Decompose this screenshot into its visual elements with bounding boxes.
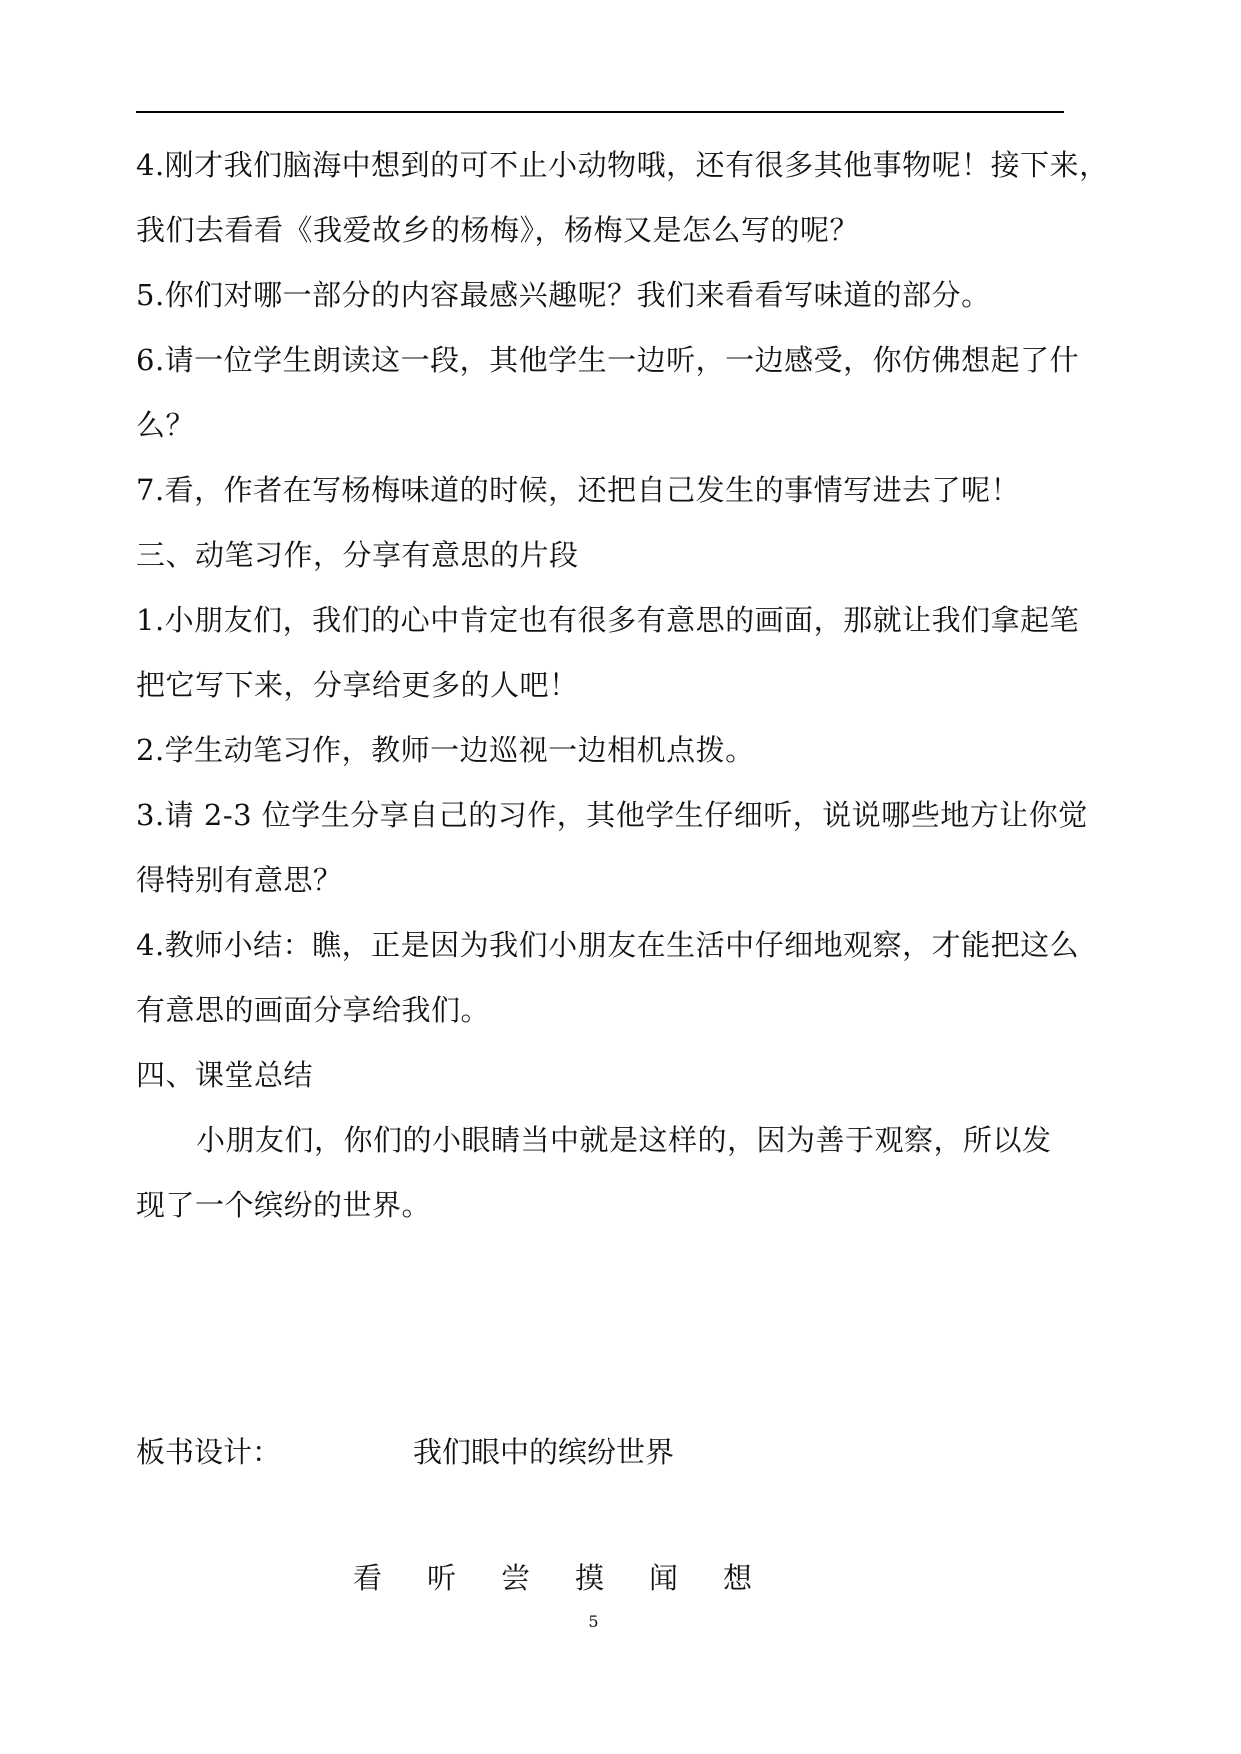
paragraph-line: 得特别有意思？ (136, 863, 343, 897)
header-rule (136, 111, 1064, 113)
paragraph-line: 3.请 2-3 位学生分享自己的习作，其他学生仔细听，说说哪些地方让你觉 (136, 798, 1088, 832)
keyword: 看 (353, 1561, 383, 1595)
paragraph-line: 小朋友们，你们的小眼睛当中就是这样的，因为善于观察，所以发 (196, 1123, 1052, 1157)
paragraph-line: 把它写下来，分享给更多的人吧！ (136, 668, 579, 702)
paragraph-line: 5.你们对哪一部分的内容最感兴趣呢？我们来看看写味道的部分。 (136, 278, 991, 312)
board-design-label: 板书设计： (136, 1435, 282, 1469)
paragraph-line: 4.教师小结：瞧，正是因为我们小朋友在生活中仔细地观察，才能把这么 (136, 928, 1080, 962)
paragraph-line: 7.看，作者在写杨梅味道的时候，还把自己发生的事情写进去了呢！ (136, 473, 1021, 507)
paragraph-line: 有意思的画面分享给我们。 (136, 993, 491, 1027)
paragraph-line: 4.刚才我们脑海中想到的可不止小动物哦，还有很多其他事物呢！接下来， (136, 148, 1109, 182)
paragraph-line: 么？ (136, 408, 196, 442)
section-heading: 四、课堂总结 (136, 1058, 314, 1092)
keyword: 尝 (501, 1561, 531, 1595)
paragraph-line: 2.学生动笔习作，教师一边巡视一边相机点拨。 (136, 733, 755, 767)
board-design-title: 我们眼中的缤纷世界 (413, 1435, 675, 1469)
section-heading: 三、动笔习作，分享有意思的片段 (136, 538, 579, 572)
paragraph-line: 6.请一位学生朗读这一段，其他学生一边听，一边感受，你仿佛想起了什 (136, 343, 1080, 377)
paragraph-line: 现了一个缤纷的世界。 (136, 1188, 432, 1222)
keyword: 听 (427, 1561, 457, 1595)
document-body (136, 133, 1109, 1238)
page-number: 5 (588, 1612, 599, 1631)
keyword: 闻 (649, 1561, 679, 1595)
paragraph-line: 1.小朋友们，我们的心中肯定也有很多有意思的画面，那就让我们拿起笔 (136, 603, 1080, 637)
keyword: 摸 (575, 1561, 605, 1595)
keyword: 想 (723, 1561, 753, 1595)
board-keywords (353, 1558, 797, 1598)
paragraph-line: 我们去看看《我爱故乡的杨梅》，杨梅又是怎么写的呢？ (136, 213, 860, 247)
